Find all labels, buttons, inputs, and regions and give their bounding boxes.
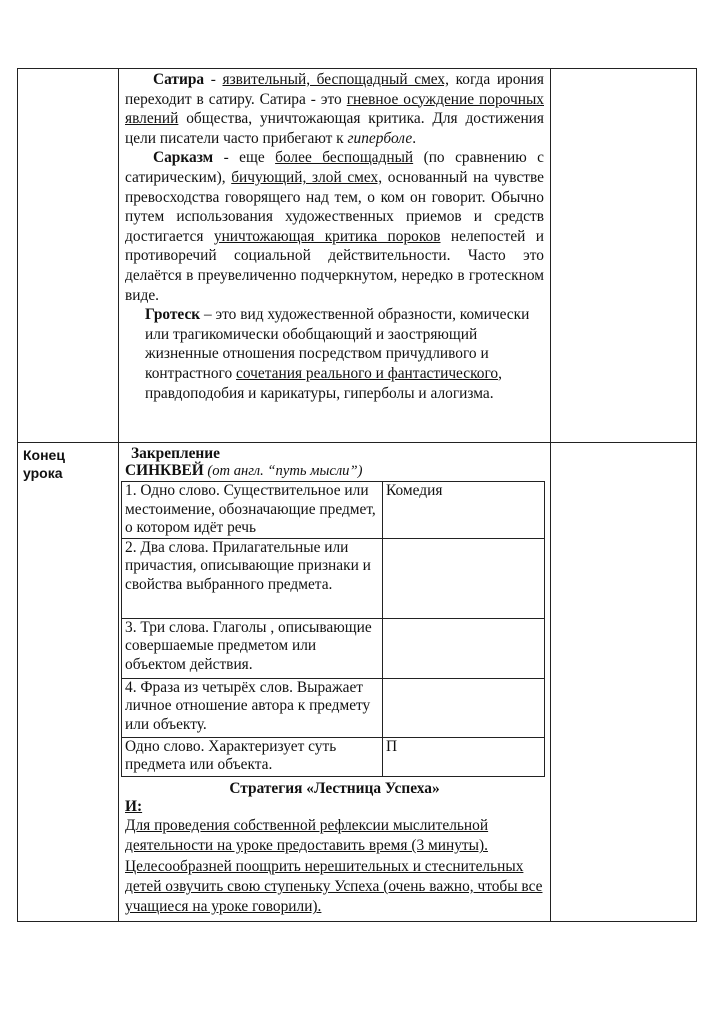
notes-cell-empty [551, 69, 697, 443]
syncwine-row [122, 482, 545, 539]
reflection-text: Для проведения собственной рефлексии мыслительной деятельности на уроке предоставить время (3 минуты). Целесообразней поощрить нерешительных и стеснительных детей озвучить свою ступеньку Успеха (очень важно, чтобы все учащиеся на уроке говорили). [125, 816, 543, 916]
end-of-lesson-row [18, 443, 697, 922]
syncwine-table [121, 481, 545, 777]
stage-label-line1: Конец [23, 447, 65, 463]
syncwine-title: СИНКВЕЙ (от англ. “путь мысли”) [125, 462, 363, 479]
syncwine-question: 4. Фраза из четырёх слов. Выражает личное отношение автора к предмету или объекту. [122, 678, 383, 737]
reflection-label: И: [125, 797, 143, 815]
stage-label-cell-empty [18, 69, 119, 443]
stage-label-cell [18, 443, 119, 922]
syncwine-question: Одно слово. Характеризует суть предмета или объекта. [122, 737, 383, 776]
notes-cell-empty [551, 443, 697, 922]
satire-paragraph: Сатира - язвительный, беспощадный смех, когда ирония переходит в сатиру. Сатира - это гневное осуждение порочных явлений общества, уничтожающая критика. Для достижения цели писатели часто прибегают к гиперболе. [125, 71, 544, 147]
syncwine-answer [383, 538, 545, 618]
syncwine-row [122, 678, 545, 737]
syncwine-row [122, 618, 545, 678]
stage-label-line2: урока [23, 465, 63, 481]
syncwine-question: 2. Два слова. Прилагательные или причастия, описывающие признаки и свойства выбранного предмета. [122, 538, 383, 618]
definitions-cell [119, 69, 551, 443]
end-of-lesson-content [119, 443, 551, 922]
syncwine-answer: П [383, 737, 545, 776]
syncwine-answer [383, 678, 545, 737]
satire-term: Сатира [153, 71, 205, 88]
syncwine-question: 3. Три слова. Глаголы , описывающие совершаемые предметом или объектом действия. [122, 618, 383, 678]
syncwine-row [122, 737, 545, 776]
syncwine-answer: Комедия [383, 482, 545, 539]
strategy-title: Стратегия «Лестница Успеха» [229, 779, 440, 797]
fixation-title: Закрепление [131, 445, 220, 462]
syncwine-row [122, 538, 545, 618]
syncwine-answer [383, 618, 545, 678]
lesson-plan-table [17, 68, 697, 922]
grotesk-term: Гротеск [145, 306, 201, 324]
grotesk-paragraph: Гротеск – это вид художественной образности, комически или трагикомически обобщающий и заостряющий жизненные отношения посредством причудливого и контрастного сочетания реального и фантастического, правдоподобия и карикатуры, гиперболы и алогизма. [145, 306, 530, 402]
sarcasm-term: Сарказм [153, 149, 214, 167]
syncwine-question: 1. Одно слово. Существительное или местоимение, обозначающие предмет, о котором идёт речь [122, 482, 383, 539]
sarcasm-paragraph: Сарказм - еще более беспощадный (по сравнению с сатирическим), бичующий, злой смех, основанный на чувстве превосходства говорящего над тем, о ком он говорит. Обычно путем использования художественных приемов и средств достигается уничтожающая критика пороков нелепостей и противоречий социальной действительности. Часто это делаётся в преувеличенно подчеркнутом, нередко в гротескном виде. [125, 149, 545, 304]
definitions-row [18, 69, 697, 443]
